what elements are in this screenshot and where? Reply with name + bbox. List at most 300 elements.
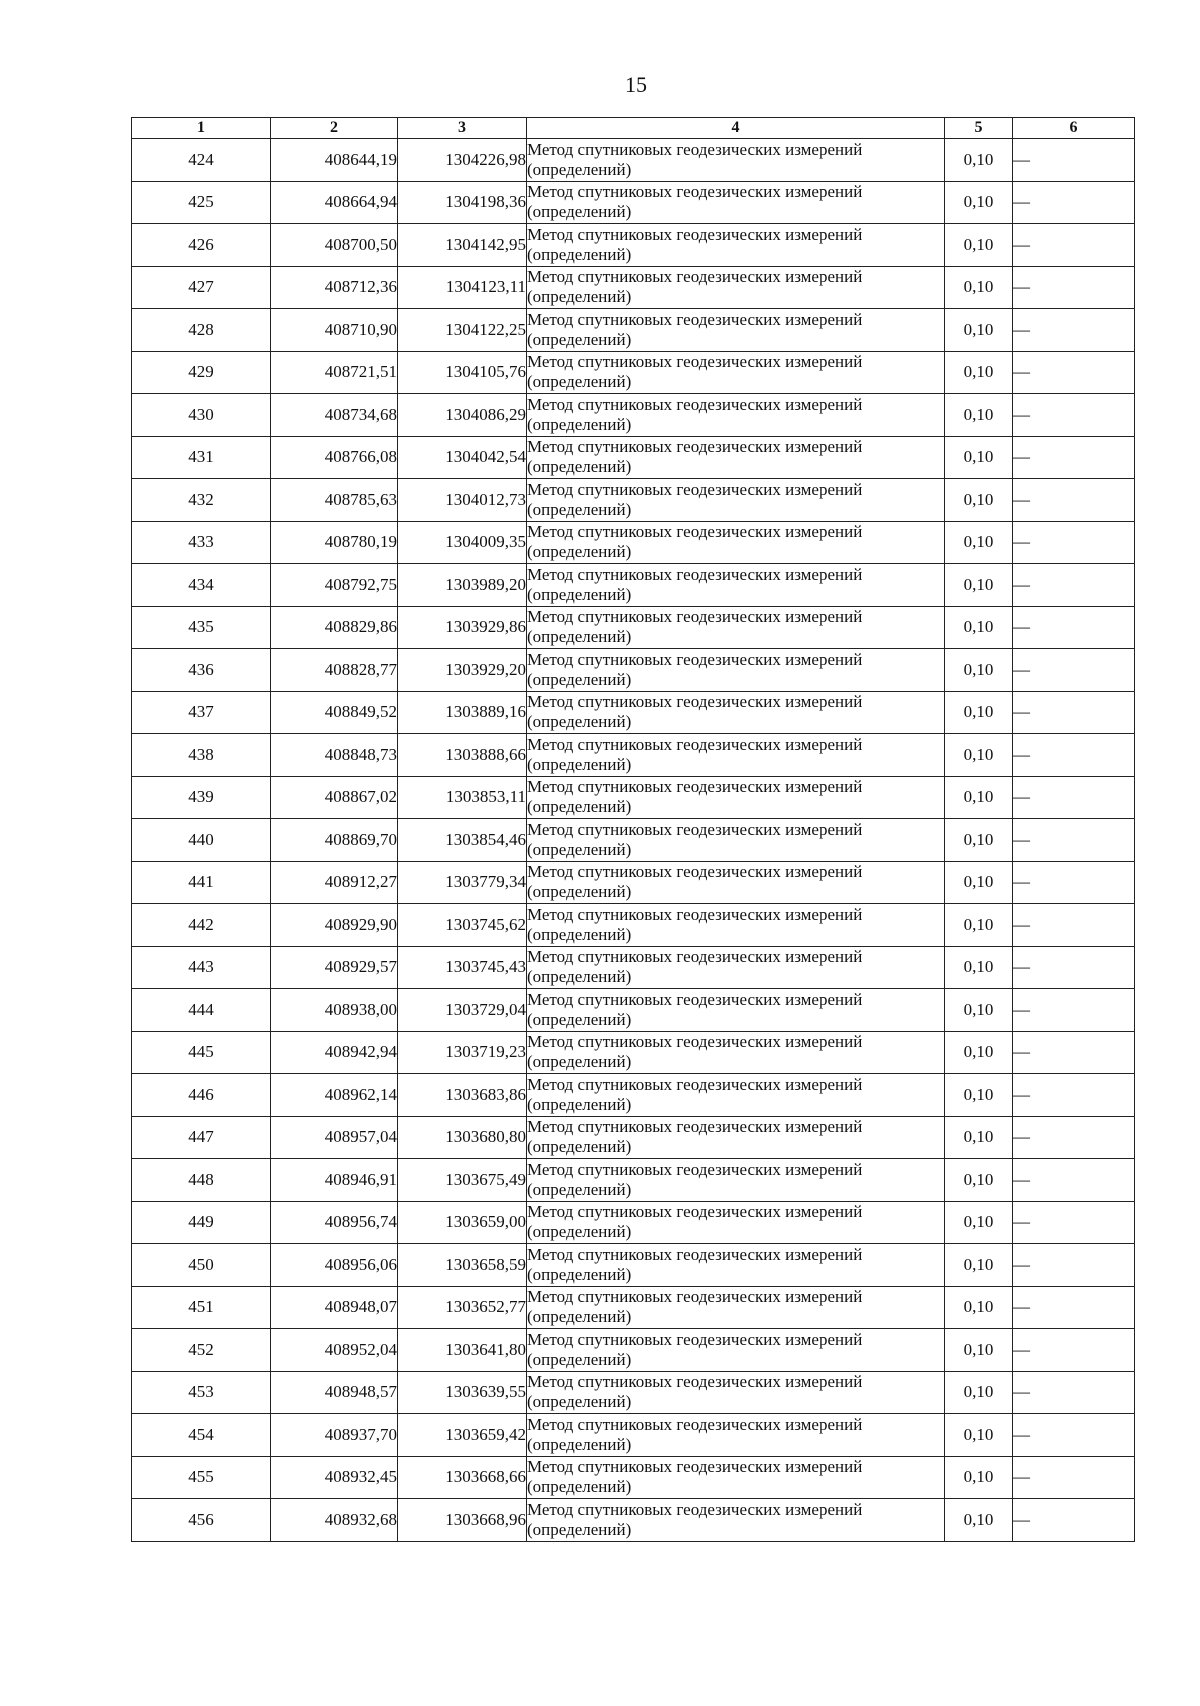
method-line-2: (определений) (527, 414, 632, 434)
note-cell: — (1013, 479, 1135, 522)
point-number-cell: 447 (132, 1116, 271, 1159)
method-line-1: Метод спутниковых геодезических измерений (527, 1329, 863, 1349)
method-line-1: Метод спутниковых геодезических измерений (527, 522, 863, 542)
method-cell (527, 1456, 945, 1499)
table-row (132, 224, 1135, 267)
y-coordinate-cell: 1303659,00 (398, 1201, 527, 1244)
point-number-cell: 432 (132, 479, 271, 522)
method-line-1: Метод спутниковых геодезических измерений (527, 1414, 863, 1434)
method-line-2: (определений) (527, 797, 632, 817)
point-number-cell: 443 (132, 946, 271, 989)
note-cell: — (1013, 181, 1135, 224)
method-line-2: (определений) (527, 1307, 632, 1327)
table-row (132, 1074, 1135, 1117)
method-line-1: Метод спутниковых геодезических измерений (527, 1499, 863, 1519)
method-line-1: Метод спутниковых геодезических измерений (527, 649, 863, 669)
accuracy-cell: 0,10 (945, 309, 1013, 352)
point-number-cell: 430 (132, 394, 271, 437)
method-cell (527, 479, 945, 522)
accuracy-cell: 0,10 (945, 1414, 1013, 1457)
method-cell (527, 224, 945, 267)
note-cell: — (1013, 309, 1135, 352)
accuracy-cell: 0,10 (945, 1371, 1013, 1414)
method-cell (527, 819, 945, 862)
y-coordinate-cell: 1303668,96 (398, 1499, 527, 1542)
accuracy-cell: 0,10 (945, 1074, 1013, 1117)
method-line-1: Метод спутниковых геодезических измерений (527, 182, 863, 202)
page-number: 15 (625, 72, 647, 97)
accuracy-cell: 0,10 (945, 1286, 1013, 1329)
y-coordinate-cell: 1303659,42 (398, 1414, 527, 1457)
y-coordinate-cell: 1304105,76 (398, 351, 527, 394)
method-cell (527, 989, 945, 1032)
method-line-2: (определений) (527, 542, 632, 562)
method-line-2: (определений) (527, 457, 632, 477)
accuracy-cell: 0,10 (945, 394, 1013, 437)
method-cell (527, 861, 945, 904)
accuracy-cell: 0,10 (945, 1329, 1013, 1372)
method-line-1: Метод спутниковых геодезических измерений (527, 777, 863, 797)
x-coordinate-cell: 408952,04 (271, 1329, 398, 1372)
accuracy-cell: 0,10 (945, 351, 1013, 394)
note-cell: — (1013, 946, 1135, 989)
x-coordinate-cell: 408710,90 (271, 309, 398, 352)
method-line-2: (определений) (527, 372, 632, 392)
point-number-cell: 456 (132, 1499, 271, 1542)
method-line-1: Метод спутниковых геодезических измерений (527, 1457, 863, 1477)
method-cell (527, 649, 945, 692)
accuracy-cell: 0,10 (945, 1244, 1013, 1287)
method-line-1: Метод спутниковых геодезических измерений (527, 309, 863, 329)
point-number-cell: 434 (132, 564, 271, 607)
method-cell (527, 351, 945, 394)
x-coordinate-cell: 408721,51 (271, 351, 398, 394)
table-row (132, 606, 1135, 649)
point-number-cell: 427 (132, 266, 271, 309)
note-cell: — (1013, 776, 1135, 819)
method-line-2: (определений) (527, 1519, 632, 1539)
table-row (132, 861, 1135, 904)
method-line-2: (определений) (527, 1009, 632, 1029)
method-line-2: (определений) (527, 754, 632, 774)
note-cell: — (1013, 1286, 1135, 1329)
y-coordinate-cell: 1303675,49 (398, 1159, 527, 1202)
method-line-2: (определений) (527, 1052, 632, 1072)
note-cell: — (1013, 1499, 1135, 1542)
y-coordinate-cell: 1303929,86 (398, 606, 527, 649)
y-coordinate-cell: 1303639,55 (398, 1371, 527, 1414)
point-number-cell: 440 (132, 819, 271, 862)
table-row (132, 564, 1135, 607)
accuracy-cell: 0,10 (945, 479, 1013, 522)
y-coordinate-cell: 1304042,54 (398, 436, 527, 479)
accuracy-cell: 0,10 (945, 606, 1013, 649)
table-row (132, 1244, 1135, 1287)
x-coordinate-cell: 408938,00 (271, 989, 398, 1032)
x-coordinate-cell: 408948,57 (271, 1371, 398, 1414)
method-line-2: (определений) (527, 882, 632, 902)
point-number-cell: 455 (132, 1456, 271, 1499)
y-coordinate-cell: 1304086,29 (398, 394, 527, 437)
note-cell: — (1013, 649, 1135, 692)
y-coordinate-cell: 1303745,43 (398, 946, 527, 989)
method-line-1: Метод спутниковых геодезических измерений (527, 989, 863, 1009)
y-coordinate-cell: 1303929,20 (398, 649, 527, 692)
table-row (132, 479, 1135, 522)
y-coordinate-cell: 1303668,66 (398, 1456, 527, 1499)
method-cell (527, 1159, 945, 1202)
method-line-2: (определений) (527, 1222, 632, 1242)
table-row (132, 691, 1135, 734)
x-coordinate-cell: 408734,68 (271, 394, 398, 437)
point-number-cell: 449 (132, 1201, 271, 1244)
note-cell: — (1013, 819, 1135, 862)
accuracy-cell: 0,10 (945, 904, 1013, 947)
point-number-cell: 453 (132, 1371, 271, 1414)
method-line-1: Метод спутниковых геодезических измерений (527, 437, 863, 457)
x-coordinate-cell: 408946,91 (271, 1159, 398, 1202)
note-cell: — (1013, 989, 1135, 1032)
y-coordinate-cell: 1304123,11 (398, 266, 527, 309)
table-row (132, 521, 1135, 564)
y-coordinate-cell: 1303888,66 (398, 734, 527, 777)
y-coordinate-cell: 1303729,04 (398, 989, 527, 1032)
method-line-1: Метод спутниковых геодезических измерений (527, 564, 863, 584)
accuracy-cell: 0,10 (945, 1116, 1013, 1159)
method-cell (527, 309, 945, 352)
method-line-1: Метод спутниковых геодезических измерений (527, 904, 863, 924)
accuracy-cell: 0,10 (945, 564, 1013, 607)
method-line-2: (определений) (527, 329, 632, 349)
note-cell: — (1013, 1456, 1135, 1499)
point-number-cell: 451 (132, 1286, 271, 1329)
method-cell (527, 606, 945, 649)
point-number-cell: 450 (132, 1244, 271, 1287)
method-line-2: (определений) (527, 1392, 632, 1412)
y-coordinate-cell: 1303658,59 (398, 1244, 527, 1287)
method-cell (527, 1201, 945, 1244)
method-cell (527, 1414, 945, 1457)
method-cell (527, 436, 945, 479)
method-cell (527, 776, 945, 819)
method-cell (527, 1286, 945, 1329)
coordinates-table (131, 117, 1135, 1542)
method-line-1: Метод спутниковых геодезических измерений (527, 352, 863, 372)
method-line-1: Метод спутниковых геодезических измерений (527, 267, 863, 287)
y-coordinate-cell: 1304012,73 (398, 479, 527, 522)
method-line-2: (определений) (527, 1179, 632, 1199)
method-cell (527, 1031, 945, 1074)
method-cell (527, 139, 945, 182)
note-cell: — (1013, 436, 1135, 479)
x-coordinate-cell: 408957,04 (271, 1116, 398, 1159)
column-header-5: 5 (945, 118, 1013, 139)
x-coordinate-cell: 408929,57 (271, 946, 398, 989)
method-cell (527, 1329, 945, 1372)
note-cell: — (1013, 904, 1135, 947)
table-row (132, 1414, 1135, 1457)
accuracy-cell: 0,10 (945, 734, 1013, 777)
accuracy-cell: 0,10 (945, 819, 1013, 862)
method-line-2: (определений) (527, 1137, 632, 1157)
y-coordinate-cell: 1304122,25 (398, 309, 527, 352)
table-row (132, 1329, 1135, 1372)
table-row (132, 1116, 1135, 1159)
column-header-2: 2 (271, 118, 398, 139)
note-cell: — (1013, 1244, 1135, 1287)
note-cell: — (1013, 394, 1135, 437)
y-coordinate-cell: 1303853,11 (398, 776, 527, 819)
y-coordinate-cell: 1304226,98 (398, 139, 527, 182)
point-number-cell: 439 (132, 776, 271, 819)
method-line-2: (определений) (527, 1477, 632, 1497)
note-cell: — (1013, 861, 1135, 904)
y-coordinate-cell: 1303854,46 (398, 819, 527, 862)
method-line-1: Метод спутниковых геодезических измерений (527, 734, 863, 754)
table-row (132, 649, 1135, 692)
method-line-1: Метод спутниковых геодезических измерений (527, 139, 863, 159)
accuracy-cell: 0,10 (945, 1031, 1013, 1074)
x-coordinate-cell: 408912,27 (271, 861, 398, 904)
x-coordinate-cell: 408828,77 (271, 649, 398, 692)
table-body (132, 139, 1135, 1542)
table-row (132, 309, 1135, 352)
method-line-2: (определений) (527, 1094, 632, 1114)
table-row (132, 266, 1135, 309)
method-cell (527, 564, 945, 607)
method-cell (527, 181, 945, 224)
x-coordinate-cell: 408869,70 (271, 819, 398, 862)
accuracy-cell: 0,10 (945, 181, 1013, 224)
accuracy-cell: 0,10 (945, 1456, 1013, 1499)
accuracy-cell: 0,10 (945, 1499, 1013, 1542)
table-header-row (132, 118, 1135, 139)
x-coordinate-cell: 408700,50 (271, 224, 398, 267)
accuracy-cell: 0,10 (945, 776, 1013, 819)
point-number-cell: 431 (132, 436, 271, 479)
accuracy-cell: 0,10 (945, 989, 1013, 1032)
method-cell (527, 394, 945, 437)
x-coordinate-cell: 408712,36 (271, 266, 398, 309)
method-cell (527, 1244, 945, 1287)
x-coordinate-cell: 408948,07 (271, 1286, 398, 1329)
method-line-2: (определений) (527, 1264, 632, 1284)
method-cell (527, 1499, 945, 1542)
x-coordinate-cell: 408962,14 (271, 1074, 398, 1117)
y-coordinate-cell: 1303680,80 (398, 1116, 527, 1159)
table-row (132, 1201, 1135, 1244)
point-number-cell: 442 (132, 904, 271, 947)
note-cell: — (1013, 1116, 1135, 1159)
table-row (132, 819, 1135, 862)
table-row (132, 1371, 1135, 1414)
point-number-cell: 424 (132, 139, 271, 182)
table-row (132, 351, 1135, 394)
note-cell: — (1013, 1329, 1135, 1372)
accuracy-cell: 0,10 (945, 861, 1013, 904)
table-row (132, 1499, 1135, 1542)
method-line-2: (определений) (527, 669, 632, 689)
y-coordinate-cell: 1303989,20 (398, 564, 527, 607)
note-cell: — (1013, 606, 1135, 649)
method-line-1: Метод спутниковых геодезических измерений (527, 394, 863, 414)
method-line-2: (определений) (527, 202, 632, 222)
note-cell: — (1013, 1414, 1135, 1457)
method-line-1: Метод спутниковых геодезических измерений (527, 1074, 863, 1094)
method-line-1: Метод спутниковых геодезических измерений (527, 1202, 863, 1222)
method-line-1: Метод спутниковых геодезических измерений (527, 1287, 863, 1307)
point-number-cell: 444 (132, 989, 271, 1032)
x-coordinate-cell: 408780,19 (271, 521, 398, 564)
table-row (132, 904, 1135, 947)
accuracy-cell: 0,10 (945, 436, 1013, 479)
accuracy-cell: 0,10 (945, 266, 1013, 309)
note-cell: — (1013, 521, 1135, 564)
x-coordinate-cell: 408664,94 (271, 181, 398, 224)
x-coordinate-cell: 408956,74 (271, 1201, 398, 1244)
method-line-2: (определений) (527, 1349, 632, 1369)
method-cell (527, 521, 945, 564)
table-row (132, 139, 1135, 182)
accuracy-cell: 0,10 (945, 649, 1013, 692)
y-coordinate-cell: 1304142,95 (398, 224, 527, 267)
point-number-cell: 438 (132, 734, 271, 777)
method-line-1: Метод спутниковых геодезических измерений (527, 479, 863, 499)
column-header-6: 6 (1013, 118, 1135, 139)
method-line-2: (определений) (527, 627, 632, 647)
note-cell: — (1013, 1159, 1135, 1202)
table-row (132, 181, 1135, 224)
accuracy-cell: 0,10 (945, 1159, 1013, 1202)
note-cell: — (1013, 224, 1135, 267)
accuracy-cell: 0,10 (945, 946, 1013, 989)
x-coordinate-cell: 408942,94 (271, 1031, 398, 1074)
point-number-cell: 448 (132, 1159, 271, 1202)
point-number-cell: 436 (132, 649, 271, 692)
accuracy-cell: 0,10 (945, 1201, 1013, 1244)
y-coordinate-cell: 1303779,34 (398, 861, 527, 904)
note-cell: — (1013, 1031, 1135, 1074)
method-line-2: (определений) (527, 839, 632, 859)
point-number-cell: 426 (132, 224, 271, 267)
column-header-1: 1 (132, 118, 271, 139)
x-coordinate-cell: 408766,08 (271, 436, 398, 479)
x-coordinate-cell: 408932,45 (271, 1456, 398, 1499)
method-line-1: Метод спутниковых геодезических измерений (527, 947, 863, 967)
y-coordinate-cell: 1304009,35 (398, 521, 527, 564)
method-line-2: (определений) (527, 244, 632, 264)
method-line-1: Метод спутниковых геодезических измерений (527, 1244, 863, 1264)
method-line-2: (определений) (527, 1434, 632, 1454)
method-line-1: Метод спутниковых геодезических измерений (527, 1372, 863, 1392)
point-number-cell: 437 (132, 691, 271, 734)
method-line-2: (определений) (527, 967, 632, 987)
method-line-1: Метод спутниковых геодезических измерений (527, 1159, 863, 1179)
accuracy-cell: 0,10 (945, 691, 1013, 734)
y-coordinate-cell: 1303745,62 (398, 904, 527, 947)
point-number-cell: 433 (132, 521, 271, 564)
point-number-cell: 435 (132, 606, 271, 649)
method-cell (527, 946, 945, 989)
method-line-1: Метод спутниковых геодезических измерений (527, 1117, 863, 1137)
table-row (132, 1456, 1135, 1499)
note-cell: — (1013, 734, 1135, 777)
method-line-1: Метод спутниковых геодезических измерений (527, 1032, 863, 1052)
method-line-2: (определений) (527, 712, 632, 732)
x-coordinate-cell: 408956,06 (271, 1244, 398, 1287)
method-cell (527, 691, 945, 734)
method-line-1: Метод спутниковых геодезических измерений (527, 224, 863, 244)
point-number-cell: 452 (132, 1329, 271, 1372)
point-number-cell: 445 (132, 1031, 271, 1074)
column-header-3: 3 (398, 118, 527, 139)
method-cell (527, 904, 945, 947)
note-cell: — (1013, 139, 1135, 182)
table-row (132, 776, 1135, 819)
column-header-4: 4 (527, 118, 945, 139)
method-cell (527, 266, 945, 309)
method-cell (527, 734, 945, 777)
method-cell (527, 1371, 945, 1414)
method-line-1: Метод спутниковых геодезических измерений (527, 607, 863, 627)
table-row (132, 394, 1135, 437)
y-coordinate-cell: 1303719,23 (398, 1031, 527, 1074)
table-row (132, 1031, 1135, 1074)
x-coordinate-cell: 408849,52 (271, 691, 398, 734)
accuracy-cell: 0,10 (945, 521, 1013, 564)
accuracy-cell: 0,10 (945, 224, 1013, 267)
x-coordinate-cell: 408848,73 (271, 734, 398, 777)
point-number-cell: 425 (132, 181, 271, 224)
y-coordinate-cell: 1303641,80 (398, 1329, 527, 1372)
note-cell: — (1013, 266, 1135, 309)
note-cell: — (1013, 1371, 1135, 1414)
x-coordinate-cell: 408644,19 (271, 139, 398, 182)
y-coordinate-cell: 1303889,16 (398, 691, 527, 734)
method-cell (527, 1116, 945, 1159)
y-coordinate-cell: 1303683,86 (398, 1074, 527, 1117)
note-cell: — (1013, 1201, 1135, 1244)
table-row (132, 734, 1135, 777)
table-row (132, 989, 1135, 1032)
x-coordinate-cell: 408829,86 (271, 606, 398, 649)
point-number-cell: 429 (132, 351, 271, 394)
note-cell: — (1013, 351, 1135, 394)
point-number-cell: 428 (132, 309, 271, 352)
point-number-cell: 454 (132, 1414, 271, 1457)
method-cell (527, 1074, 945, 1117)
note-cell: — (1013, 564, 1135, 607)
table-row (132, 1286, 1135, 1329)
x-coordinate-cell: 408792,75 (271, 564, 398, 607)
point-number-cell: 446 (132, 1074, 271, 1117)
method-line-1: Метод спутниковых геодезических измерений (527, 819, 863, 839)
method-line-1: Метод спутниковых геодезических измерений (527, 692, 863, 712)
method-line-2: (определений) (527, 159, 632, 179)
method-line-1: Метод спутниковых геодезических измерений (527, 862, 863, 882)
method-line-2: (определений) (527, 924, 632, 944)
x-coordinate-cell: 408929,90 (271, 904, 398, 947)
method-line-2: (определений) (527, 499, 632, 519)
x-coordinate-cell: 408932,68 (271, 1499, 398, 1542)
x-coordinate-cell: 408937,70 (271, 1414, 398, 1457)
x-coordinate-cell: 408785,63 (271, 479, 398, 522)
y-coordinate-cell: 1304198,36 (398, 181, 527, 224)
point-number-cell: 441 (132, 861, 271, 904)
note-cell: — (1013, 1074, 1135, 1117)
note-cell: — (1013, 691, 1135, 734)
table-row (132, 1159, 1135, 1202)
